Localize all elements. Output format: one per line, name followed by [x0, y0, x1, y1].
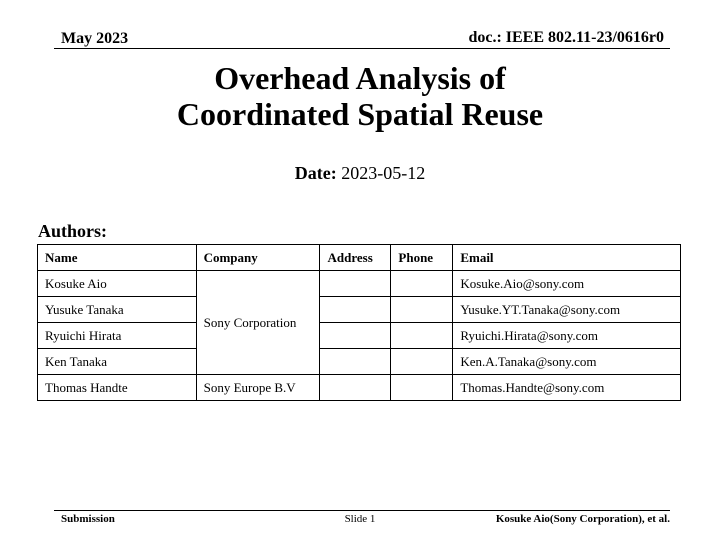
- title-line-1: Overhead Analysis of: [214, 60, 506, 96]
- author-phone: [391, 375, 453, 401]
- authors-label: Authors:: [38, 221, 108, 241]
- author-phone: [391, 349, 453, 375]
- column-header-name: Name: [38, 245, 197, 271]
- table-row: [38, 297, 681, 323]
- footer-author: Kosuke Aio(Sony Corporation), et al.: [495, 513, 670, 525]
- author-email: Thomas.Handte@sony.com: [453, 375, 681, 401]
- author-name: Yusuke Tanaka: [38, 297, 197, 323]
- title-line-2: Coordinated Spatial Reuse: [176, 96, 544, 132]
- author-name: Thomas Handte: [38, 375, 197, 401]
- table-row: [38, 375, 681, 401]
- footer-divider: [54, 510, 670, 511]
- authors-table: [37, 244, 681, 401]
- author-email: Yusuke.YT.Tanaka@sony.com: [453, 297, 681, 323]
- author-phone: [391, 323, 453, 349]
- date-value: 2023-05-12: [341, 163, 426, 183]
- author-email: Kosuke.Aio@sony.com: [453, 271, 681, 297]
- author-name: Ken Tanaka: [38, 349, 197, 375]
- date-label: Date:: [294, 163, 337, 183]
- footer-submission: Submission: [61, 513, 115, 525]
- header-doc-id: doc.: IEEE 802.11-23/0616r0: [468, 29, 664, 46]
- author-email: Ryuichi.Hirata@sony.com: [453, 323, 681, 349]
- footer-slide-number: Slide 1: [344, 513, 376, 525]
- author-company: Sony Europe B.V: [196, 375, 320, 401]
- table-row: [38, 323, 681, 349]
- table-header-row: [38, 245, 681, 271]
- author-company-merged: Sony Corporation: [196, 271, 320, 375]
- author-address: [320, 297, 391, 323]
- author-phone: [391, 297, 453, 323]
- table-row: [38, 349, 681, 375]
- author-address: [320, 375, 391, 401]
- column-header-email: Email: [453, 245, 681, 271]
- author-phone: [391, 271, 453, 297]
- author-name: Ryuichi Hirata: [38, 323, 197, 349]
- author-address: [320, 323, 391, 349]
- column-header-phone: Phone: [391, 245, 453, 271]
- author-name: Kosuke Aio: [38, 271, 197, 297]
- column-header-company: Company: [196, 245, 320, 271]
- header-divider: [54, 48, 670, 49]
- column-header-address: Address: [320, 245, 391, 271]
- author-address: [320, 271, 391, 297]
- author-email: Ken.A.Tanaka@sony.com: [453, 349, 681, 375]
- header-date: May 2023: [61, 30, 129, 47]
- slide-title: [0, 60, 720, 132]
- author-address: [320, 349, 391, 375]
- table-row: [38, 271, 681, 297]
- date-line: [0, 163, 720, 184]
